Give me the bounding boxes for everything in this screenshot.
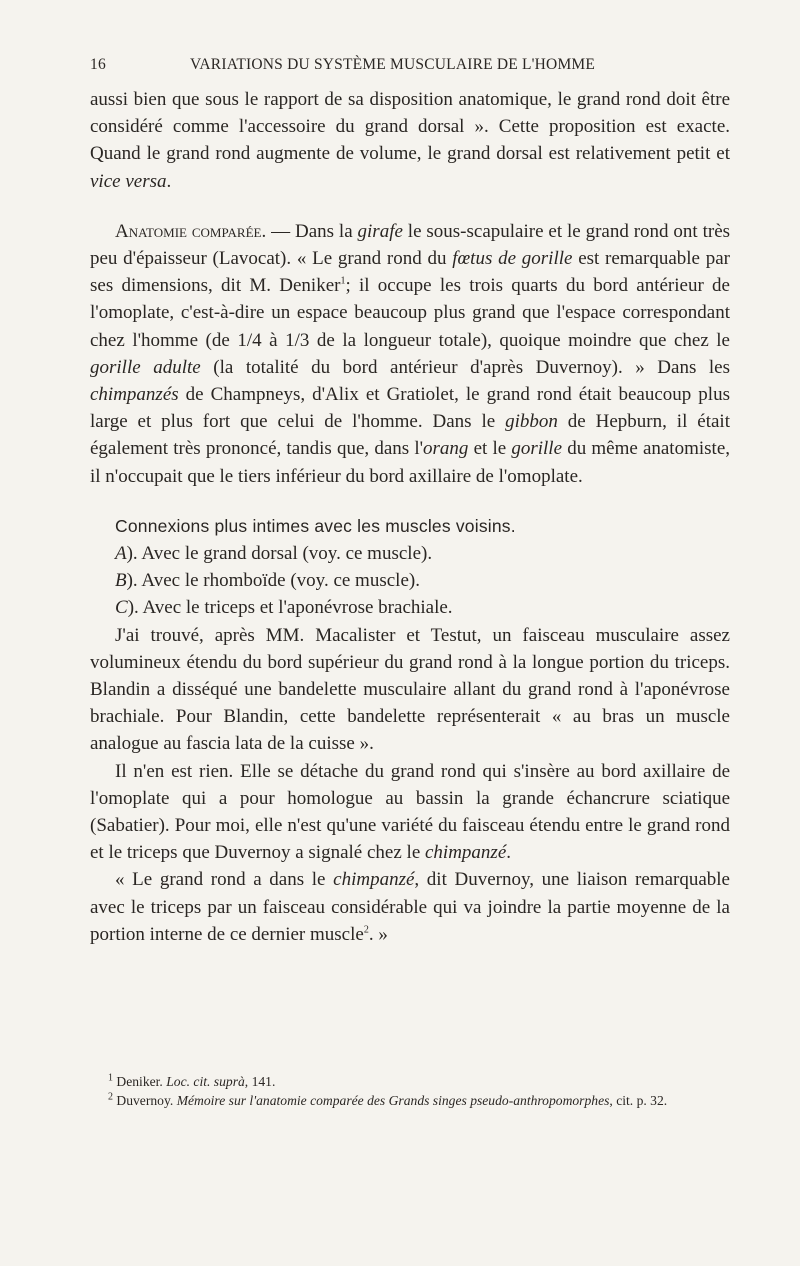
- page-number: 16: [90, 56, 106, 73]
- text-span: .: [166, 170, 172, 192]
- list-item: [90, 567, 730, 594]
- text-span: . »: [368, 923, 388, 945]
- text-span: — Dans la: [266, 220, 358, 242]
- italic-term: orang: [423, 438, 469, 460]
- item-letter: B: [115, 570, 127, 592]
- italic-term: gorille: [511, 438, 563, 460]
- footnote: [90, 1073, 730, 1092]
- text-span: .: [506, 842, 512, 864]
- italic-term: chimpanzés: [90, 384, 179, 406]
- item-text: ). Avec le triceps et l'aponévrose brachiale.: [127, 597, 453, 619]
- item-text: ). Avec le grand dorsal (voy. ce muscle).: [126, 543, 433, 565]
- item-letter: A: [115, 543, 127, 565]
- footnote: [90, 1092, 730, 1111]
- text-span: (la totalité du bord antérieur d'après Duvernoy). » Dans les: [200, 356, 730, 378]
- footnote-rest: , 141.: [244, 1074, 276, 1089]
- text-span: du même anatomiste, il n'occupait que le tiers inférieur du bord axillaire de l'omoplate.: [90, 438, 731, 487]
- running-header: [90, 56, 730, 78]
- section-lead: Anatomie comparée.: [115, 220, 267, 242]
- footnote-title: Mémoire sur l'anatomie comparée des Grands singes pseudo-anthropomorphes: [176, 1092, 610, 1108]
- text-span: « Le grand rond a dans le: [115, 869, 334, 891]
- text-span: aussi bien que sous le rapport de sa disposition anatomique, le grand rond doit être considéré comme l'accessoire du grand dorsal ». Cette proposition est exacte. Quand le grand rond augmente de volume, le grand dorsal est relativement petit et: [90, 89, 730, 165]
- text-span: et le: [468, 438, 512, 460]
- text-span: est remarquable par ses dimensions, dit M. Deniker: [90, 248, 730, 297]
- text-span: le sous-scapulaire et le grand rond ont très peu d'épaisseur (Lavocat). « Le grand rond du: [90, 220, 731, 270]
- text-span: ; il occupe les trois quarts du bord antérieur de l'omoplate, c'est-à-dire un espace beaucoup plus grand que l'espace correspondant chez l'homme (de 1/4 à 1/3 de la longueur totale), quoique moindre que chez le: [90, 275, 730, 351]
- text-span: Il n'en est rien. Elle se détache du grand rond qui s'insère au bord axillaire de l'omoplate qui a pour homologue au bassin la grande échancrure sciatique (Sabatier). Pour moi, elle n'est qu'une variété du faisceau étendu entre le grand rond et le triceps que Duvernoy a signalé chez le: [90, 760, 730, 864]
- running-title: VARIATIONS DU SYSTÈME MUSCULAIRE DE L'HOMME: [190, 56, 596, 73]
- footnote-mark: 1: [108, 1072, 113, 1084]
- italic-term: chimpanzé: [333, 869, 415, 891]
- text-span: de Champneys, d'Alix et Gratiolet, le grand rond était beaucoup plus large et plus fort que celui de l'homme. Dans le: [90, 384, 730, 433]
- italic-term: fœtus de gorille: [452, 248, 573, 270]
- paragraph-quote: [90, 866, 730, 948]
- footnote-mark: 2: [108, 1090, 113, 1102]
- main-text: [90, 86, 730, 948]
- paragraph-comparative-anatomy: [90, 218, 730, 490]
- italic-term: vice versa: [90, 170, 167, 192]
- footnote-author: Duvernoy.: [113, 1092, 177, 1108]
- italic-term: chimpanzé: [425, 842, 507, 864]
- text-span: , dit Duvernoy, une liaison remarquable avec le triceps par un faisceau considérable qui va joindre la partie moyenne de la portion interne de ce dernier muscle: [90, 869, 730, 945]
- footnote-title: Loc. cit. suprà: [166, 1074, 245, 1089]
- italic-term: girafe: [357, 220, 403, 242]
- footnote-rest: , cit. p. 32.: [609, 1092, 668, 1108]
- item-text: ). Avec le rhomboïde (voy. ce muscle).: [126, 570, 420, 592]
- footnote-author: Deniker.: [113, 1074, 167, 1089]
- list-item: [90, 540, 730, 567]
- paragraph: J'ai trouvé, après MM. Macalister et Testut, un faisceau musculaire assez volumineux étendu du bord supérieur du grand rond à la longue portion du triceps. Blandin a disséqué une bandelette musculaire allant du grand rond à l'aponévrose brachiale. Pour Blandin, cette bandelette représenterait « au bras un muscle analogue au fascia lata de la cuisse ».: [90, 624, 730, 755]
- paragraph: [90, 758, 730, 867]
- item-letter: C: [115, 597, 128, 619]
- footnote-ref: 1: [340, 275, 346, 287]
- list-item: [90, 594, 730, 621]
- section-heading: Connexions plus intimes avec les muscles voisins.: [115, 515, 516, 536]
- text-span: de Hepburn, il était également très prononcé, tandis que, dans l': [90, 411, 730, 460]
- footnotes: [90, 1073, 730, 1110]
- footnote-ref: 2: [363, 924, 369, 936]
- paragraph-continued: [90, 86, 730, 195]
- italic-term: gibbon: [505, 411, 558, 433]
- italic-term: gorille adulte: [90, 356, 201, 378]
